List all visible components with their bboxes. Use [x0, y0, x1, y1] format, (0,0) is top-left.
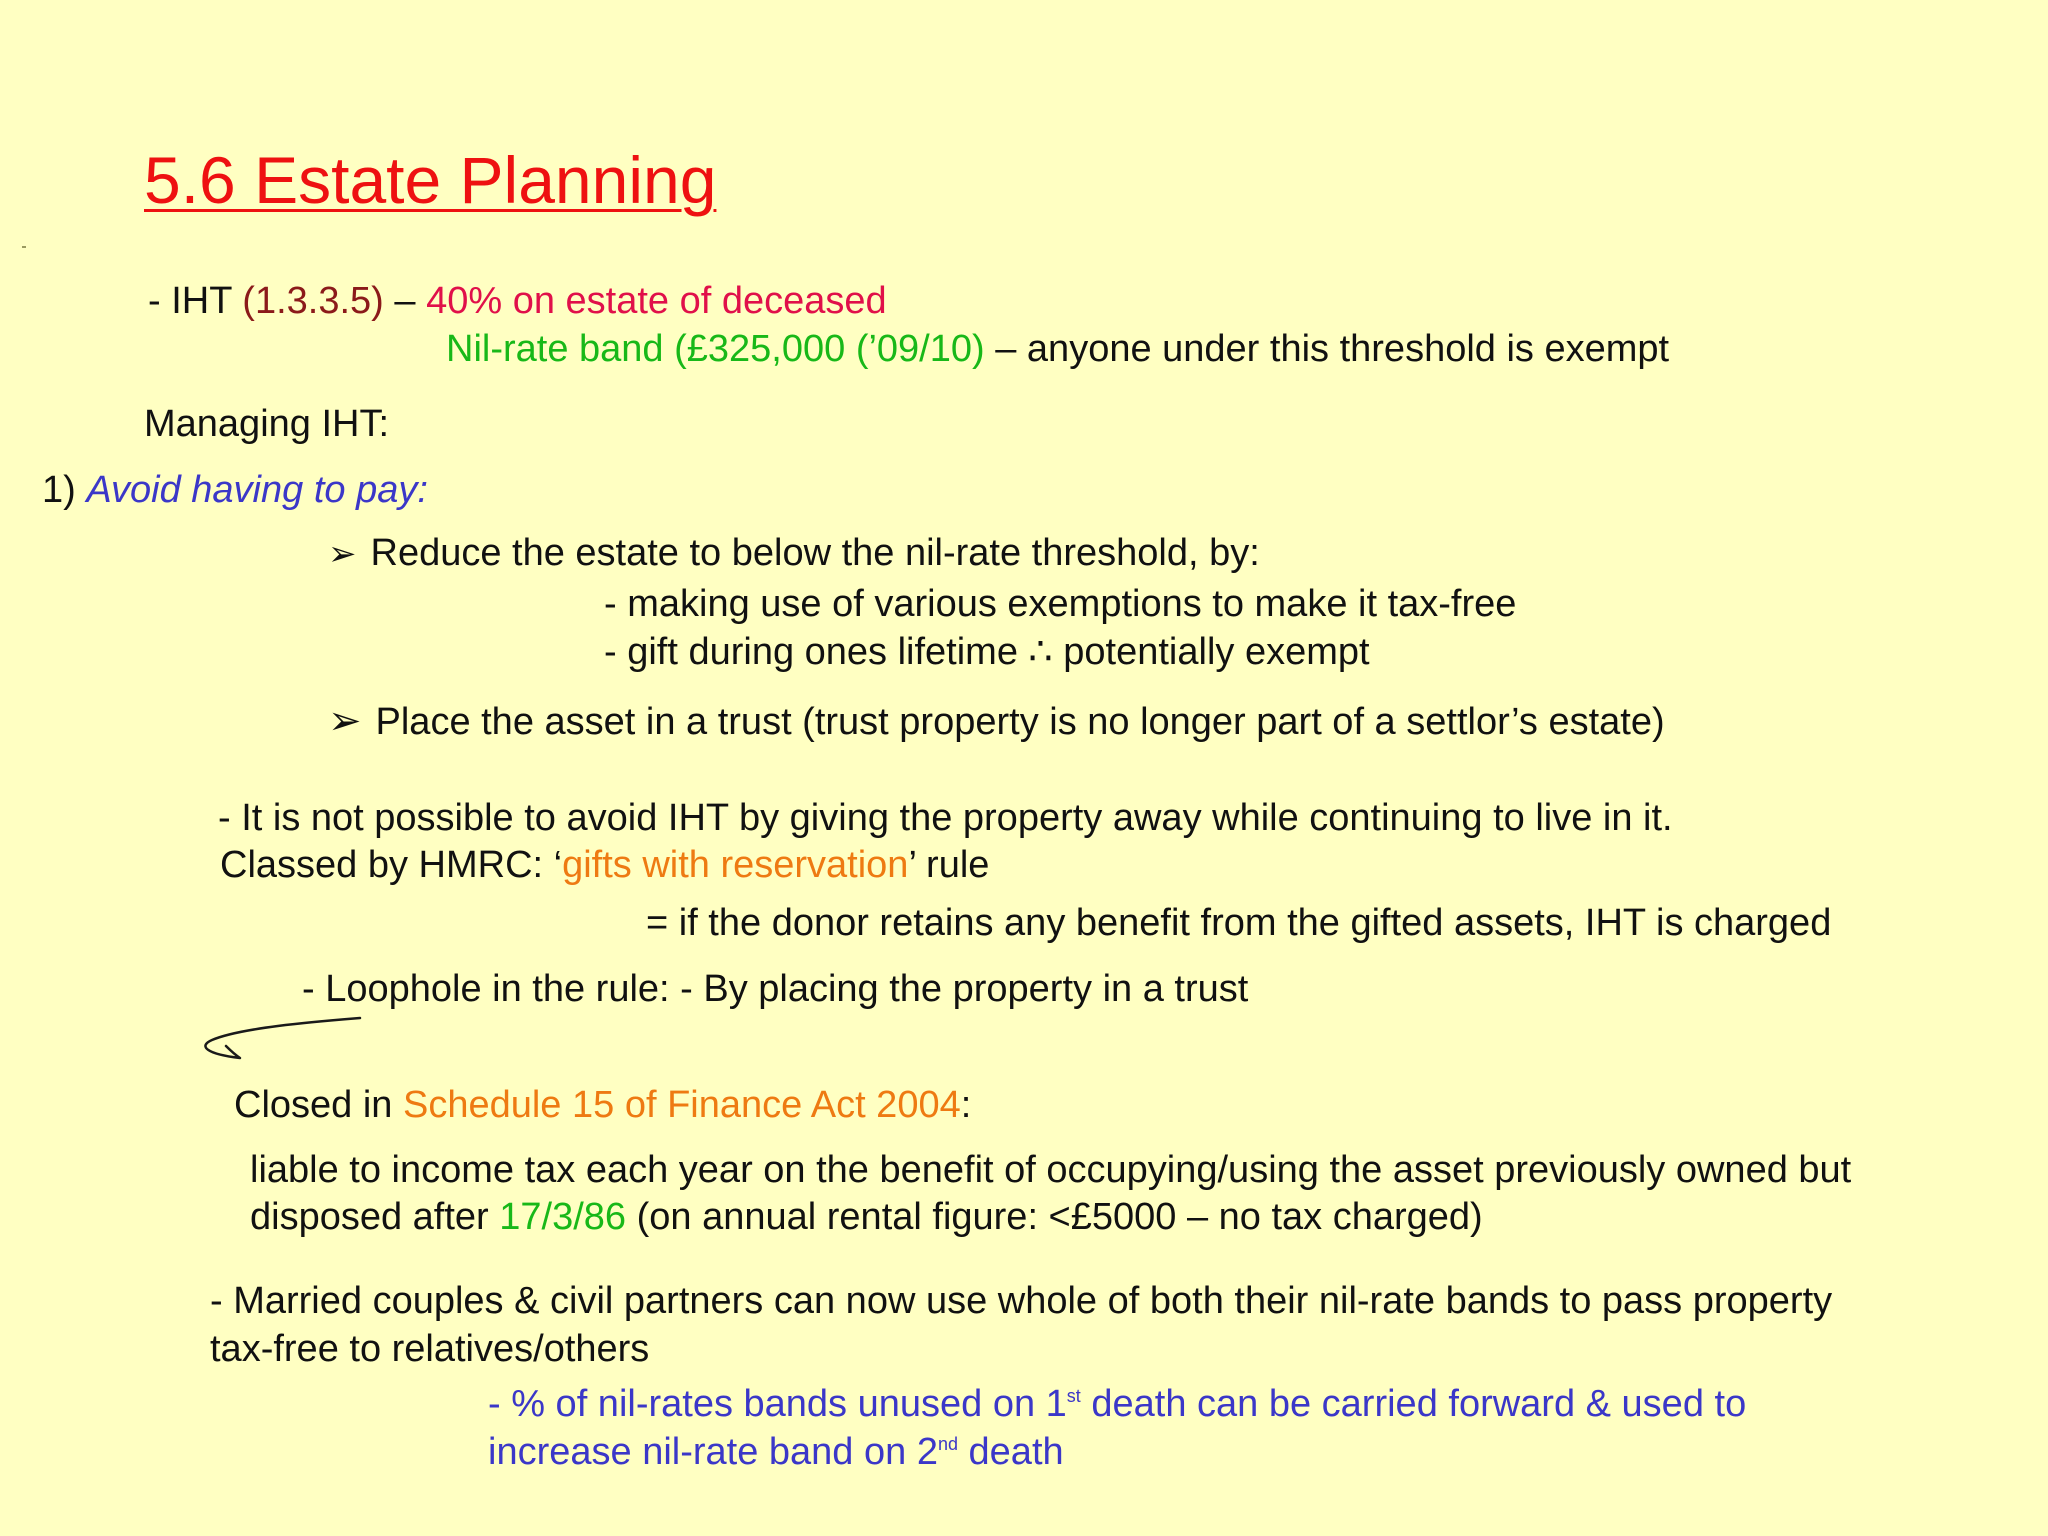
reservation-rule: ’ rule [908, 844, 990, 886]
loophole-line: - Loophole in the rule: - By placing the property in a trust [302, 968, 1249, 1010]
closed-before: Closed in [234, 1084, 403, 1126]
nil-rate-rest: anyone under this threshold is exempt [1026, 328, 1670, 370]
liable-after: (on annual rental figure: <£5000 – no tax charged) [626, 1196, 1483, 1238]
closed-line [234, 1082, 971, 1128]
reservation-line-2 [220, 842, 989, 888]
carry-forward-line-1 [488, 1381, 1746, 1427]
sub-item-exemptions: - making use of various exemptions to make it tax-free [604, 583, 1517, 625]
reservation-line-1: - It is not possible to avoid IHT by giving the property away while continuing to live in it. [218, 797, 1673, 839]
bullet-trust-text: Place the asset in a trust (trust property is no longer part of a settlor’s estate) [375, 701, 1665, 743]
avoid-number: 1) [42, 469, 87, 511]
closed-after: : [960, 1084, 972, 1126]
married-line-1: - Married couples & civil partners can now use whole of both their nil-rate bands to pass property [210, 1280, 1833, 1322]
arrow-bullet-icon: ➢ [328, 535, 357, 573]
bullet-reduce-text: Reduce the estate to below the nil-rate threshold, by: [370, 532, 1260, 574]
nil-rate-dash: – [984, 328, 1027, 370]
carry-line2-sup: nd [937, 1434, 958, 1454]
sub-item-gift-after: potentially exempt [1052, 631, 1370, 673]
iht-reference: (1.3.3.5) [242, 280, 384, 322]
avoid-heading [42, 467, 428, 513]
avoid-label: Avoid having to pay: [86, 469, 428, 511]
reservation-classed: Classed by HMRC: ‘ [220, 844, 563, 886]
bullet-trust [328, 698, 1665, 745]
disposal-date: 17/3/86 [499, 1196, 627, 1238]
nil-rate-line [446, 326, 1669, 372]
bullet-reduce [328, 530, 1260, 577]
nil-rate-label: Nil-rate band (£325,000 (’09/10) [446, 328, 985, 370]
carry-line1-before: - % of nil-rates bands unused on 1 [488, 1383, 1067, 1425]
carry-forward-line-2 [488, 1429, 1064, 1475]
sub-item-gift [604, 629, 1370, 675]
carry-line1-after: death can be carried forward & used to [1080, 1383, 1747, 1425]
iht-line [148, 278, 887, 324]
iht-prefix: - IHT [148, 280, 243, 322]
carry-line2-after: death [957, 1431, 1064, 1473]
stray-mark [22, 246, 26, 248]
liable-line-1: liable to income tax each year on the benefit of occupying/using the asset previously owned but [250, 1149, 1852, 1191]
liable-line-2 [250, 1194, 1483, 1240]
liable-before: disposed after [250, 1196, 500, 1238]
therefore-symbol-icon: ∴ [1028, 631, 1053, 673]
iht-dash: – [383, 280, 427, 322]
gifts-with-reservation: gifts with reservation [562, 844, 909, 886]
carry-line2-before: increase nil-rate band on 2 [488, 1431, 938, 1473]
schedule-15: Schedule 15 of Finance Act 2004 [402, 1084, 961, 1126]
hand-drawn-arrow-icon [200, 1008, 366, 1068]
carry-line1-sup: st [1066, 1386, 1081, 1406]
married-line-2: tax-free to relatives/others [210, 1328, 650, 1370]
slide-title: 5.6 Estate Planning [144, 143, 717, 217]
iht-rate: 40% on estate of deceased [426, 280, 887, 322]
sub-item-gift-before: - gift during ones lifetime [604, 631, 1029, 673]
reservation-line-3: = if the donor retains any benefit from the gifted assets, IHT is charged [646, 902, 1832, 944]
managing-heading: Managing IHT: [144, 403, 390, 445]
arrow-bullet-icon: ➢ [328, 699, 362, 743]
